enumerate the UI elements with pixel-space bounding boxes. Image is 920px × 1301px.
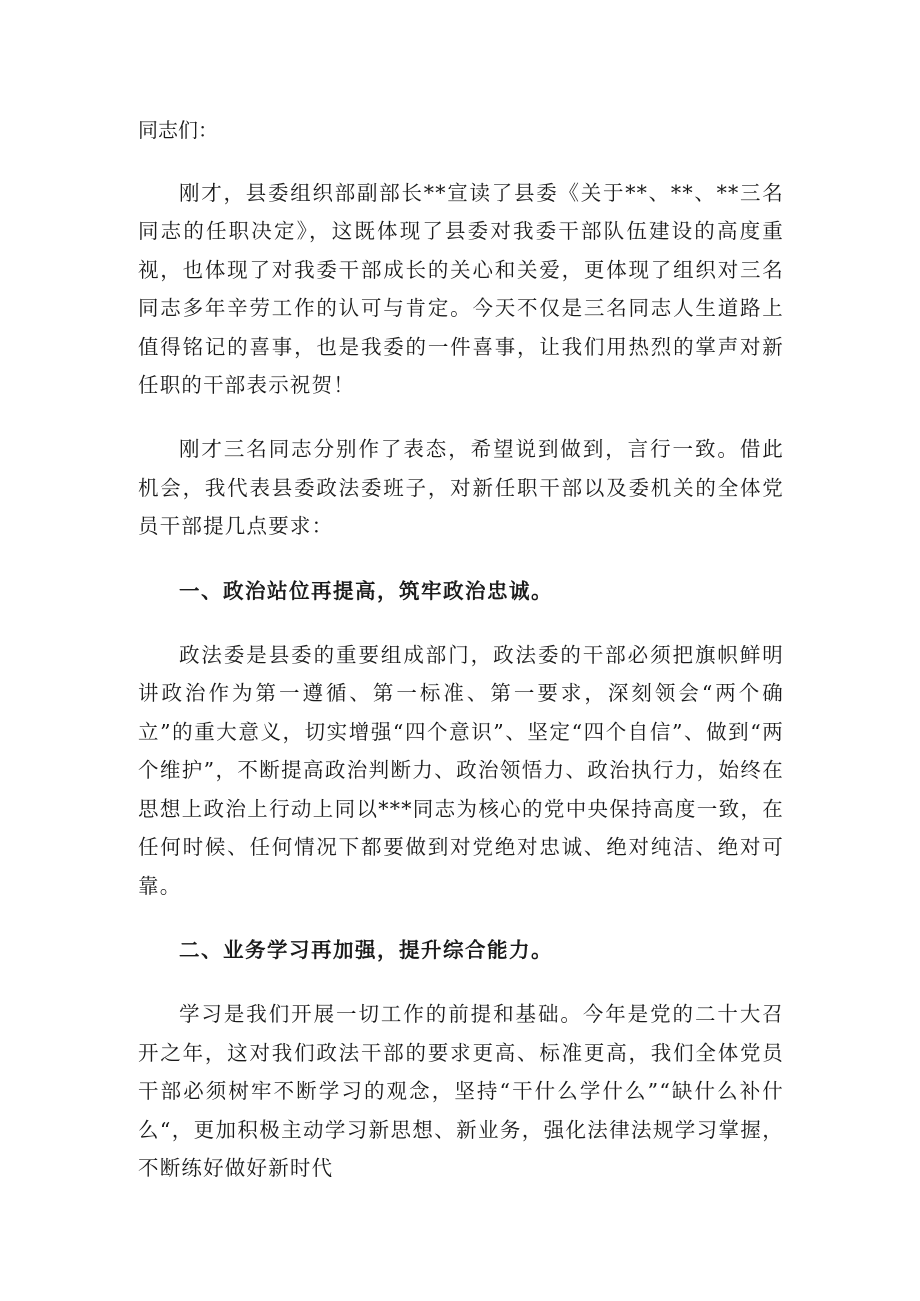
opening-paragraph: 刚才，县委组织部副部长**宣读了县委《关于**、**、**三名同志的任职决定》，这既体现了县委对我委干部队伍建设的高度重视，也体现了对我委干部成长的关心和关爱，更体现了组织对三名同志多年辛劳工作的认可与肯定。今天不仅是三名同志人生道路上值得铭记的喜事，也是我委的一件喜事，让我们用热烈的掌声对新任职的干部表示祝贺！	[138, 181, 784, 398]
section-heading-study: 二、业务学习再加强，提升综合能力。	[179, 937, 553, 962]
section-heading-political: 一、政治站位再提高，筑牢政治忠诚。	[179, 578, 553, 603]
document-body	[138, 112, 784, 1213]
requirements-intro-paragraph: 刚才三名同志分别作了表态，希望说到做到，言行一致。借此机会，我代表县委政法委班子，对新任职干部以及委机关的全体党员干部提几点要求：	[138, 437, 784, 539]
salutation: 同志们：	[138, 118, 218, 142]
section-body-political: 政法委是县委的重要组成部门，政法委的干部必须把旗帜鲜明讲政治作为第一遵循、第一标准、第一要求，深刻领会“两个确立”的重大意义，切实增强“四个意识”、坚定“四个自信”、做到“两个维护”，不断提高政治判断力、政治领悟力、政治执行力，始终在思想上政治上行动上同以***同志为核心的党中央保持高度一致，在任何时候、任何情况下都要做到对党绝对忠诚、绝对纯洁、绝对可靠。	[138, 643, 784, 898]
section-body-study: 学习是我们开展一切工作的前提和基础。今年是党的二十大召开之年，这对我们政法干部的要求更高、标准更高，我们全体党员干部必须树牢不断学习的观念，坚持“干什么学什么”“缺什么补什么“，更加积极主动学习新思想、新业务，强化法律法规学习掌握，不断练好做好新时代	[138, 1002, 784, 1180]
